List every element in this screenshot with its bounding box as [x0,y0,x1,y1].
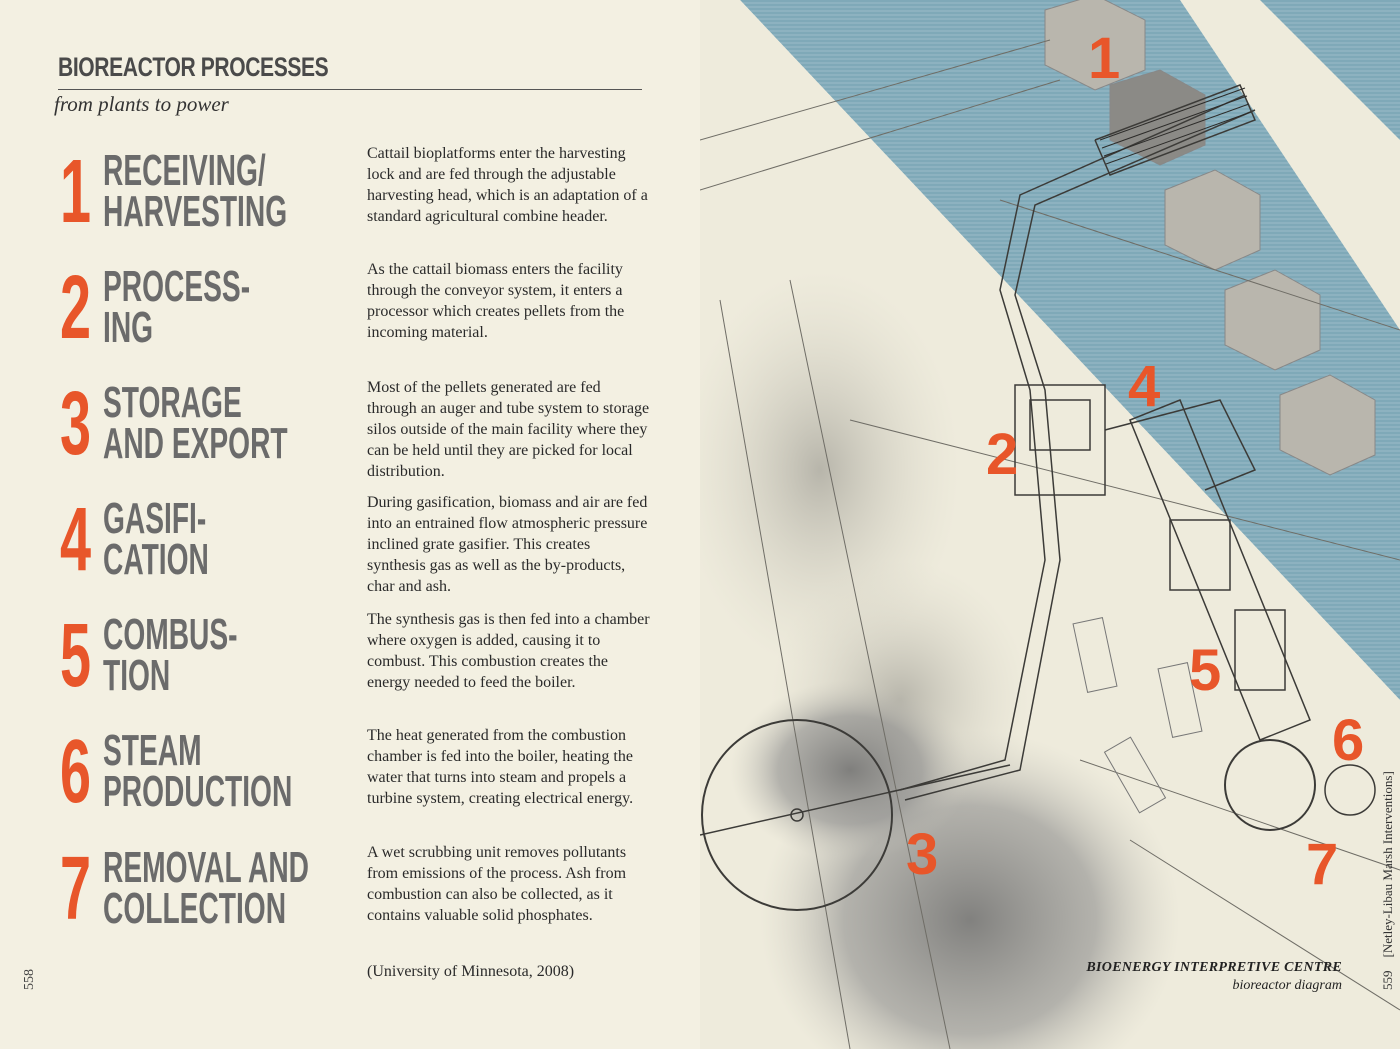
step-4 [60,490,360,590]
step-label-line: STEAM [103,726,202,775]
page-number-left: 558 [22,969,37,990]
page-subtitle: from plants to power [54,92,229,116]
step-label [103,146,288,236]
step-label-line: COLLECTION [103,884,287,933]
step-number: 4 [60,490,92,590]
step-1-description: Cattail bioplatforms enter the harvesting lock and are fed through the adjustable harvesting head, which is an adaptation of a standard agricultural combine header. [367,145,648,225]
marker-4: 4 [1128,354,1161,419]
marker-1: 1 [1088,26,1121,91]
step-label-line: GASIFI- [103,494,207,543]
step-label-line: CATION [103,535,209,584]
step-label [103,378,288,468]
step-label [103,610,238,700]
step-number: 1 [60,142,92,242]
step-3 [60,374,360,474]
diagram-caption-subtitle: bioreactor diagram [1232,978,1342,993]
marker-2: 2 [986,422,1019,487]
step-label-line: ING [103,303,154,352]
running-head [1380,771,1396,990]
step-number: 7 [60,839,92,939]
step-4-description: During gasification, biomass and air are fed into an entrained flow atmospheric pressure inclined grate gasifier. This creates synthesis gas as well as the by-products, char and ash. [367,494,648,595]
step-label-line: HARVESTING [103,187,288,236]
step-label [103,726,293,816]
step-label [103,262,251,352]
marker-7: 7 [1306,832,1339,897]
step-number: 3 [60,374,92,474]
step-label-line: PROCESS- [103,262,251,311]
page-title: BIOREACTOR PROCESSES [58,52,329,82]
step-label-line: RECEIVING/ [103,146,266,195]
step-3-description: Most of the pellets generated are fed through an auger and tube system to storage silos outside of the main facility where they can be held until they are picked for local distribution. [367,379,650,480]
diagram-caption-title: BIOENERGY INTERPRETIVE CENTRE [1086,960,1342,975]
step-label-line: AND EXPORT [103,419,288,468]
step-7-description: A wet scrubbing unit removes pollutants from emissions of the process. Ash from combustion can also be collected, as it contains valuable solid phosphates. [367,844,627,924]
marker-5: 5 [1189,638,1222,703]
step-5 [60,606,360,706]
step-label [103,843,309,933]
step-number: 2 [60,258,92,358]
step-6 [60,722,360,822]
page-number-right: 559 [1380,970,1395,990]
bioreactor-site-plan [700,0,1400,1049]
title-rule [58,89,642,90]
step-label-line: COMBUS- [103,610,238,659]
step-1 [60,142,360,242]
step-6-description: The heat generated from the combustion chamber is fed into the boiler, heating the water that turns into steam and propels a turbine system, creating electrical energy. [367,727,634,807]
citation: (University of Minnesota, 2008) [367,963,575,980]
step-2-description: As the cattail biomass enters the facility through the conveyor system, it enters a processor which creates pellets from the incoming material. [367,261,625,341]
step-2 [60,258,360,358]
marker-3: 3 [906,822,939,887]
step-7 [60,839,360,939]
step-label-line: REMOVAL AND [103,843,309,892]
running-head-text: [Netley-Libau Marsh Interventions] [1380,771,1395,958]
step-label-line: PRODUCTION [103,767,293,816]
step-label-line: TION [103,651,171,700]
step-number: 6 [60,722,92,822]
diagram-page [700,0,1400,1049]
marker-6: 6 [1332,708,1365,773]
step-label-line: STORAGE [103,378,242,427]
step-number: 5 [60,606,92,706]
step-label [103,494,209,584]
step-5-description: The synthesis gas is then fed into a chamber where oxygen is added, causing it to combust. This combustion creates the energy needed to feed the boiler. [367,611,650,691]
